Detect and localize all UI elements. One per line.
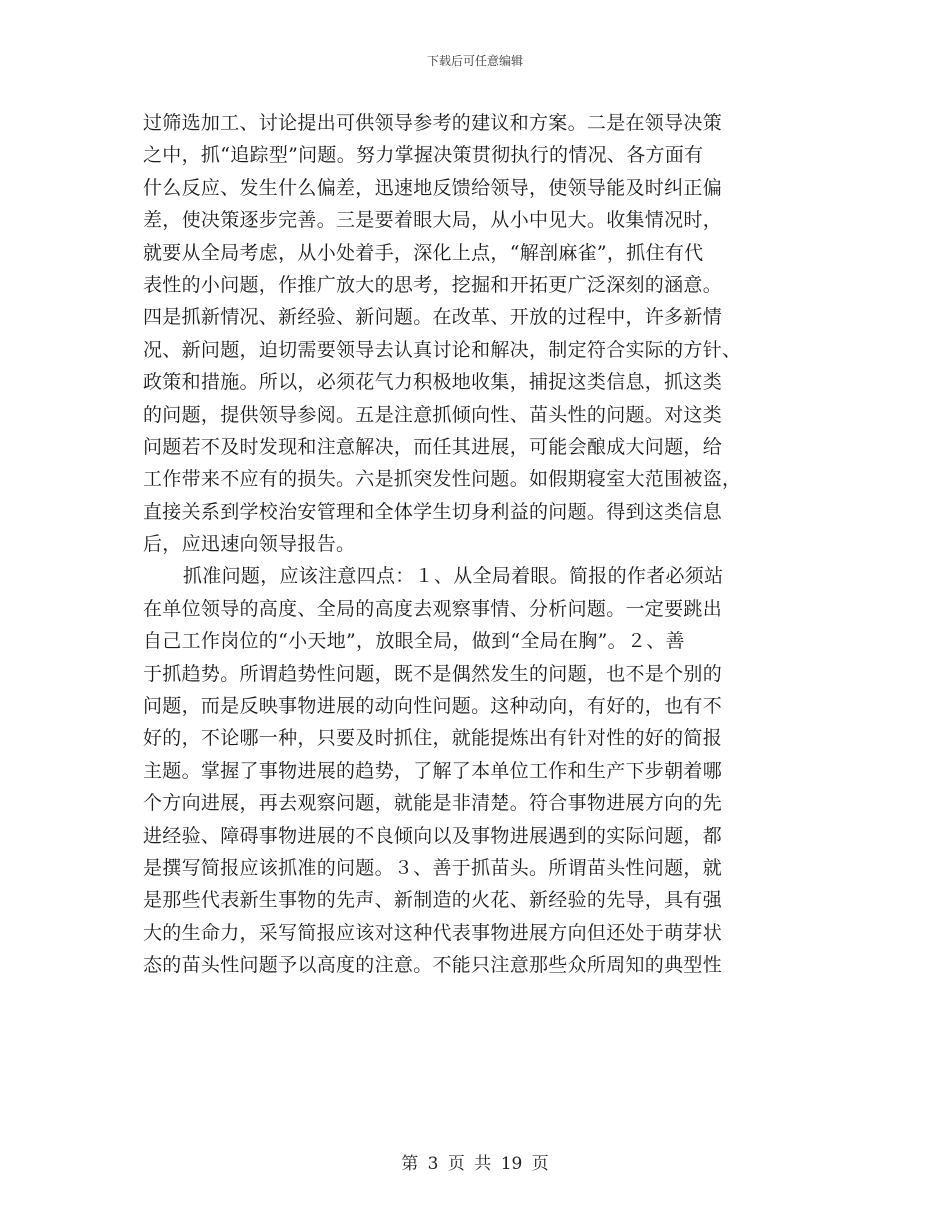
text-line: 在单位领导的高度、全局的高度去观察事情、分析问题。一定要跳出 [143,597,723,620]
document-body [143,107,808,982]
text-line: 就要从全局考虑，从小处着手，深化上点，“解剖麻雀”，抓住有代 [143,241,704,264]
text-line: 工作带来不应有的损失。六是抓突发性问题。如假期寝室大范围被盗， [143,468,742,491]
text-line: 问题若不及时发现和注意解决，而任其进展，可能会酿成大问题，给 [143,435,723,458]
paragraph [143,107,808,560]
text-line: 态的苗头性问题予以高度的注意。不能只注意那些众所周知的典型性 [143,954,723,977]
text-line: 什么反应、发生什么偏差，迅速地反馈给领导，使领导能及时纠正偏 [143,176,723,199]
text-line: 个方向进展，再去观察问题，就能是非清楚。符合事物进展方向的先 [143,792,723,815]
paragraph [143,560,808,981]
text-line: 主题。掌握了事物进展的趋势，了解了本单位工作和生产下步朝着哪 [143,759,723,782]
text-line: 差，使决策逐步完善。三是要着眼大局，从小中见大。收集情况时， [143,209,723,232]
text-line: 好的，不论哪一种，只要及时抓住，就能提炼出有针对性的好的简报 [143,727,723,750]
text-line: 进经验、障碍事物进展的不良倾向以及事物进展遇到的实际问题，都 [143,824,723,847]
text-line: 之中，抓“追踪型”问题。努力掌握决策贯彻执行的情况、各方面有 [143,144,704,167]
page-header: 下载后可任意编辑 [426,54,523,68]
text-line: 过筛选加工、讨论提出可供领导参考的建议和方案。二是在领导决策 [143,112,723,134]
text-line: 问题，而是反映事物进展的动向性问题。这种动向，有好的，也有不 [143,695,723,718]
text-line: 是撰写简报应该抓准的问题。３、善于抓苗头。所谓苗头性问题，就 [143,856,723,879]
text-line: 后，应迅速向领导报告。 [143,533,356,556]
text-line: 于抓趋势。所谓趋势性问题，既不是偶然发生的问题，也不是个别的 [143,662,723,685]
text-line: 自己工作岗位的“小天地”，放眼全局，做到“全局在胸”。２、善 [143,630,685,653]
text-line: 抓准问题，应该注意四点：１、从全局着眼。简报的作者必须站 [183,565,724,588]
text-line: 直接关系到学校治安管理和全体学生切身利益的问题。得到这类信息 [143,500,723,523]
text-line: 是那些代表新生事物的先声、新制造的火花、新经验的先导，具有强 [143,889,723,912]
page-number-footer: 第 3 页 共 19 页 [401,1154,549,1174]
text-line: 四是抓新情况、新经验、新问题。在改革、开放的过程中，许多新情 [143,306,723,329]
text-line: 大的生命力，采写简报应该对这种代表事物进展方向但还处于萌芽状 [143,921,723,944]
text-line: 表性的小问题，作推广放大的思考，挖掘和开拓更广泛深刻的涵意。 [143,273,723,296]
text-line: 况、新问题，迫切需要领导去认真讨论和解决，制定符合实际的方针、 [143,338,742,361]
text-line: 的问题，提供领导参阅。五是注意抓倾向性、苗头性的问题。对这类 [143,403,723,426]
text-line: 政策和措施。所以，必须花气力积极地收集，捕捉这类信息，抓这类 [143,371,723,394]
